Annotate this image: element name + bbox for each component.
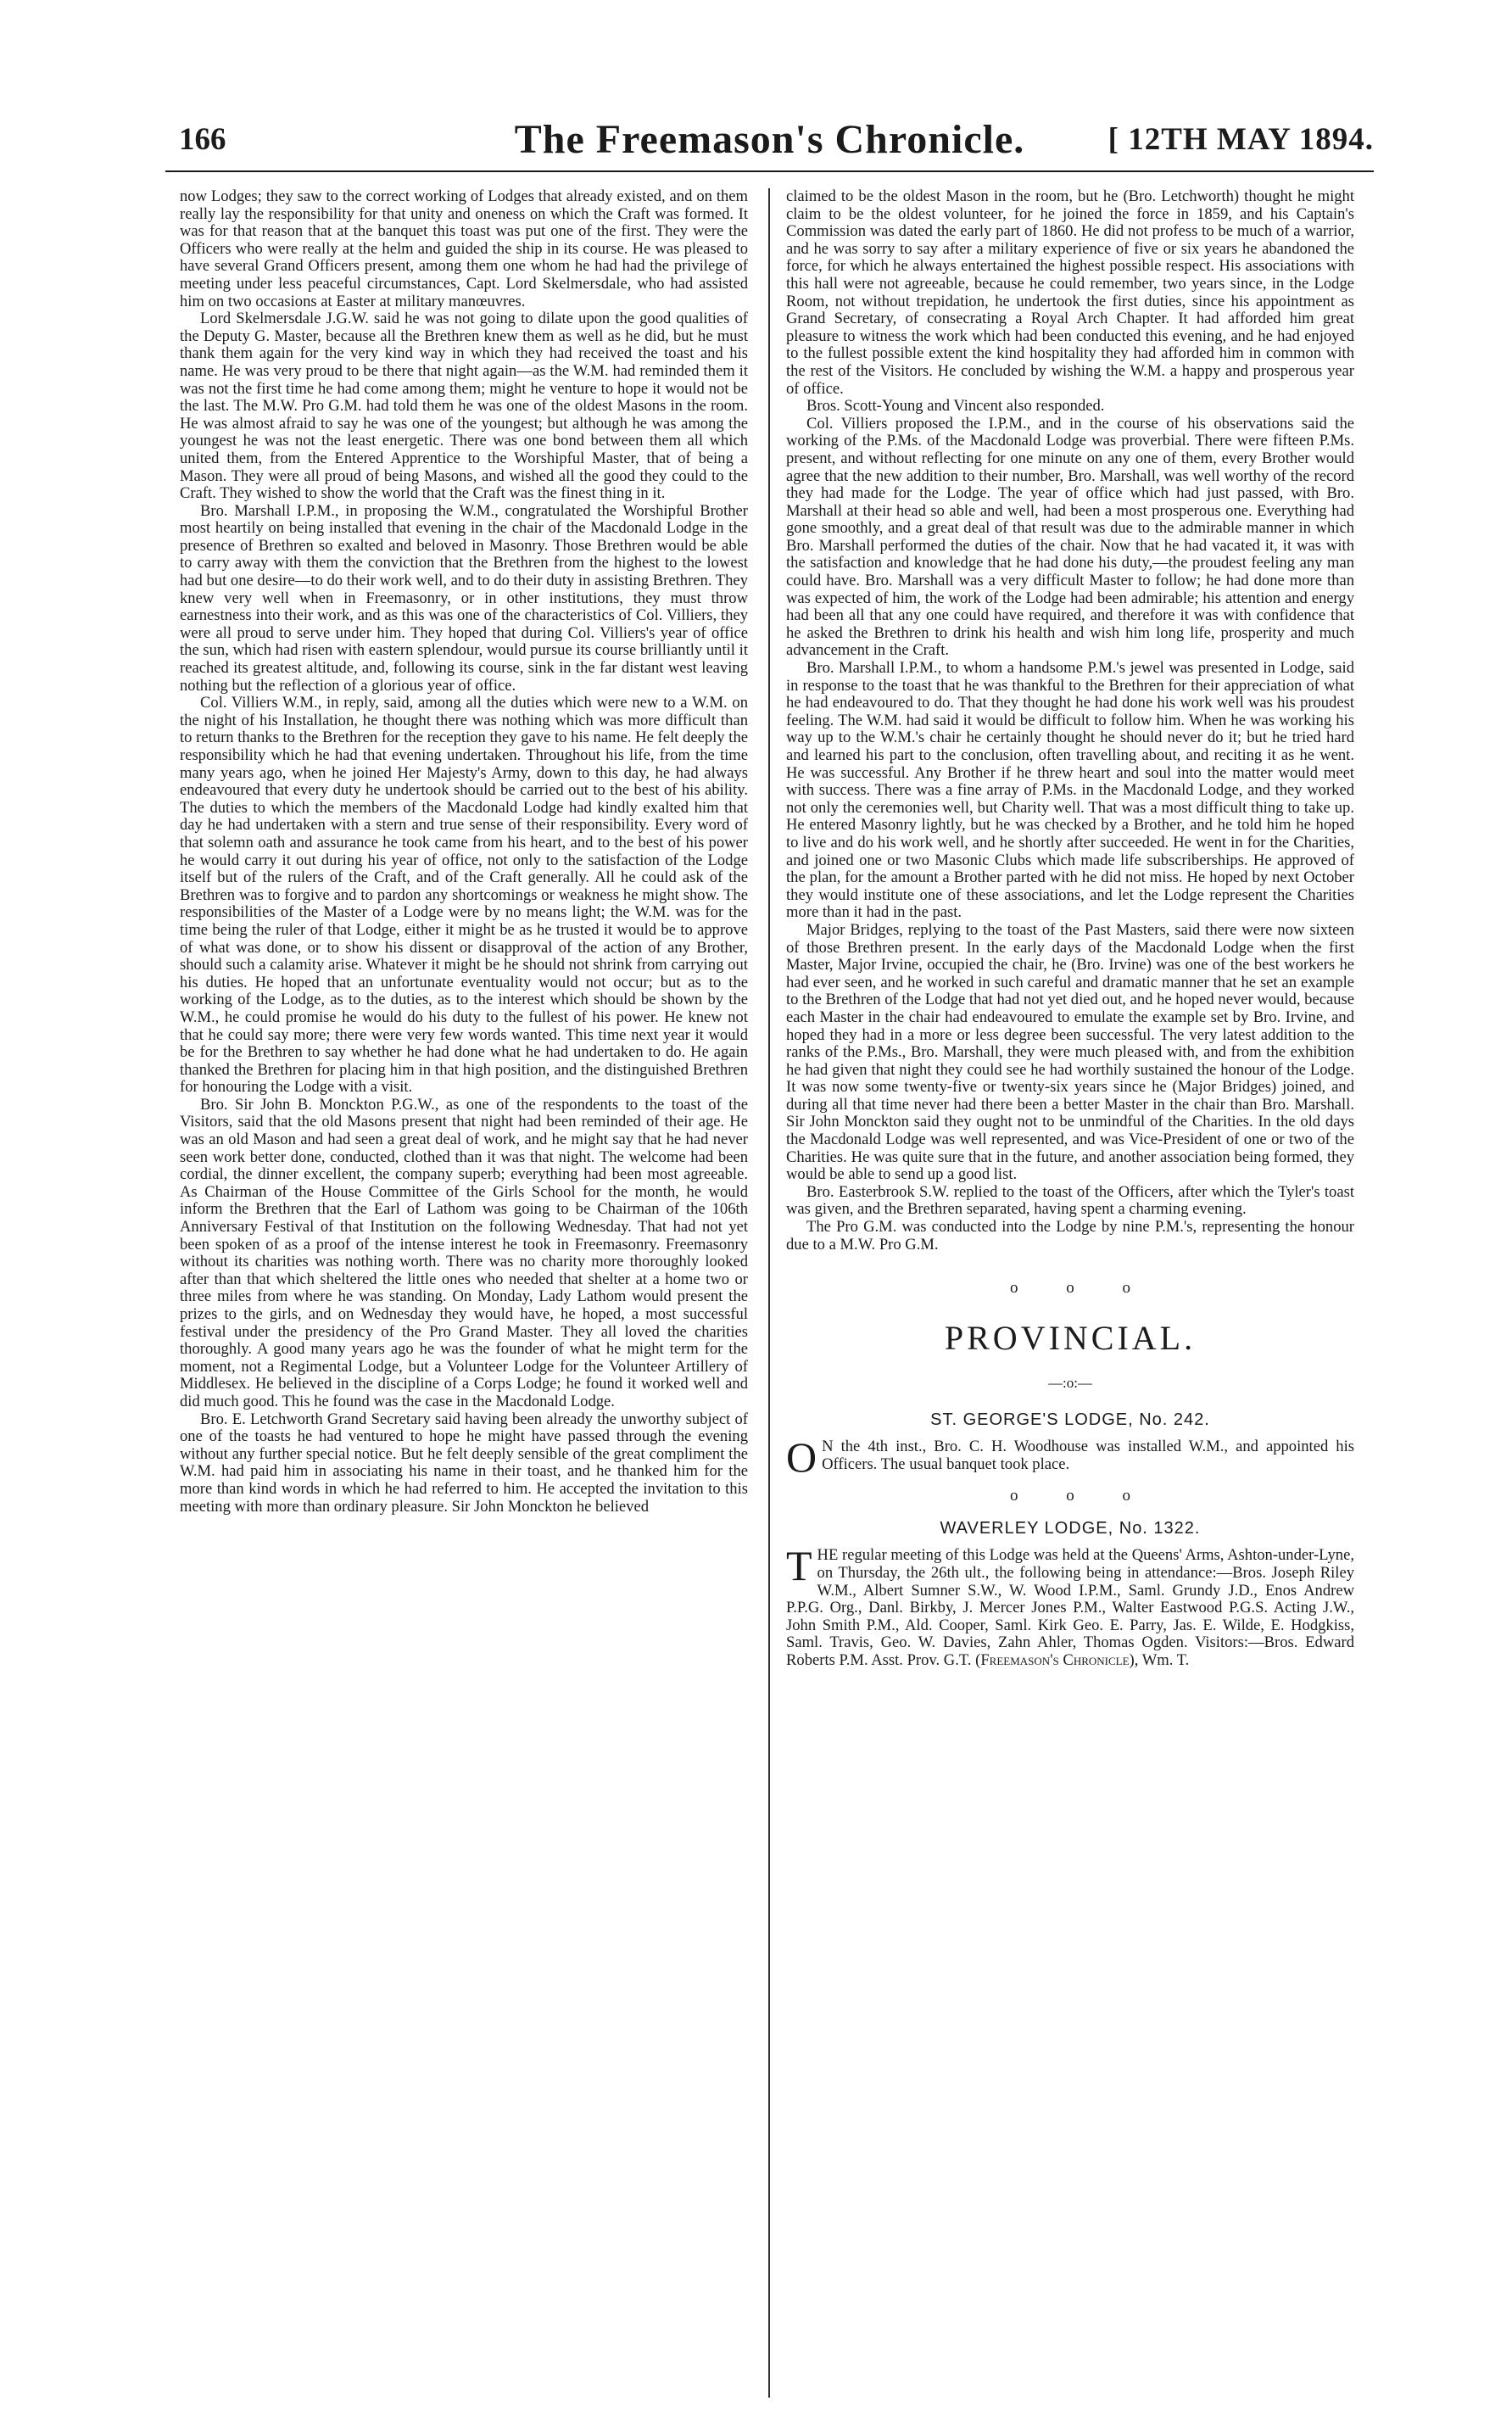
page-header bbox=[165, 117, 1374, 172]
article-paragraph: Bro. Easterbrook S.W. replied to the toast of the Officers, after which the Tyler's toast was given, and the Brethren separated, having spent a charming evening. bbox=[786, 1182, 1354, 1219]
article-paragraph: Bro. E. Letchworth Grand Secretary said having been already the unworthy subject of one of the toasts he had ventured to hope he might have passed through the evening without any further special notice. But he felt deeply sensible of the great compliment the W.M. had paid him in associating his name in their toast, and he thanked him for the more than kind words in which he had referred to him. He accepted the invitation to this meeting with more than ordinary pleasure. Sir John Monckton he believed bbox=[180, 1410, 748, 1516]
right-column bbox=[786, 188, 1354, 2398]
section-ornament: o o o bbox=[1010, 1279, 1152, 1298]
lodge-report bbox=[786, 1542, 1354, 1669]
article-paragraph: Bros. Scott-Young and Vincent also responded. bbox=[806, 397, 1105, 416]
article-paragraph: Bro. Marshall I.P.M., in proposing the W.M., congratulated the Worshipful Brother most heartily on being installed that evening in the chair of the Macdonald Lodge in the presence of Brethren so exalted and beloved in Masonry. Those Brethren would be able to carry away with them the conviction that the Brethren from the highest to the lowest had but one desire—to do their work well, and to do their duty in assisting Brethren. They knew very well when in Freemasonry, or in other institutions, they must throw earnestness into their work, and as this was one of the characteristics of Col. Villiers, they were all proud to serve under him. They hoped that during Col. Villiers's year of office the sun, which had risen with eastern splendour, would pursue its course brilliantly until it reached its greatest altitude, and, following its course, sink in the far distant west leaving nothing but the reflection of a glorious year of office. bbox=[180, 501, 748, 695]
column-divider bbox=[768, 188, 770, 2398]
article-paragraph: Col. Villiers proposed the I.P.M., and in the course of his observations said the working of the P.Ms. of the Macdonald Lodge was proverbial. There were fifteen P.Ms. present, and without reflecting for one minute on any one of them, every Brother would agree that the new addition to their number, Bro. Marshall, was well worthy of the record they had made for the Lodge. The year of office which had just passed, with Bro. Marshall at their head so able and well, had been a most prosperous one. Everything had gone smoothly, and a great deal of that result was due to the admirable manner in which Bro. Marshall performed the duties of the chair. Now that he had vacated it, it was with the satisfaction and knowledge that he had done his duty,—the proudest feeling any man could have. Bro. Marshall was a very difficult Master to follow; he had done more than was expected of him, the work of the Lodge had been admirable; his attention and energy had been all that any one could have required, and therefore it was with confidence that he asked the Brethren to drink his health and wish him long life, prosperity and much advancement in the Craft. bbox=[786, 414, 1354, 660]
section-subrule: —:o:— bbox=[1048, 1375, 1092, 1392]
lodge-report bbox=[786, 1433, 1354, 1482]
lodge-heading: ST. GEORGE'S LODGE, No. 242. bbox=[930, 1410, 1210, 1430]
section-ornament: o o o bbox=[1010, 1487, 1152, 1505]
issue-date: [ 12TH MAY 1894. bbox=[1107, 122, 1374, 157]
lodge-report-text: ), Wm. T. bbox=[1129, 1650, 1190, 1669]
left-column bbox=[180, 188, 748, 2398]
drop-cap: O bbox=[786, 1433, 817, 1482]
article-paragraph: Col. Villiers W.M., in reply, said, among all the duties which were new to a W.M. on the night of his Installation, he thought there was nothing which was more difficult than to return thanks to the Brethren for the reception they gave to his name. He felt deeply the responsibility which he had that evening undertaken. Throughout his life, from the time many years ago, when he joined Her Majesty's Army, down to this day, he had always endeavoured that every duty he undertook should be carried out to the best of his ability. The duties to which the members of the Macdonald Lodge had kindly exalted him that day he had undertaken with a stern and true sense of their responsibility. Every word of that solemn oath and assurance he took came from his heart, and to the best of his power he would carry it out during his year of office, not only to the satisfaction of the Lodge itself but of the rulers of the Craft, and of the Craft generally. All he could ask of the Brethren was to forgive and to pardon any shortcomings or weakness he might show. The responsibilities of the Master of a Lodge were by no means light; the W.M. was for the time being the ruler of that Lodge, either it might be as he trusted it would be to approve of what was done, or to show his dissent or disapproval of the action of any Brother, should such a calamity arise. Whatever it might be he should not shrink from carrying out his duties. He hoped that an unfortunate eventuality would not occur; but as to the working of the Lodge, as to the duties, as to the interest which should be shown by the W.M., he could promise he would do his duty to the fullest of his power. He knew not that he could say more; there were very few words wanted. This time next year it would be for the Brethren to say whether he had done what he had undertaken to do. He again thanked the Brethren for placing him in that high position, and the distinguished Brethren for honouring the Lodge with a visit. bbox=[180, 694, 748, 1097]
section-title: PROVINCIAL. bbox=[944, 1319, 1197, 1358]
article-paragraph: Major Bridges, replying to the toast of the Past Masters, said there were now sixteen of those Brethren present. In the early days of the Macdonald Lodge when the first Master, Major Irvine, occupied the chair, he (Bro. Irvine) was one of the best workers he had ever seen, and he worked in such careful and dramatic manner that he set an example to the Brethren of the Lodge that had not yet died out, and he hoped never would, because each Master in the chair had endeavoured to emulate the example set by Bro. Irvine, and hoped they had in a more or less degree been successful. The very latest addition to the ranks of the P.Ms., Bro. Marshall, they were much pleased with, and from the exhibition he had given that night they could see he had worthily sustained the honour of the Lodge. It was now some twenty-five or twenty-six years since he (Major Bridges) joined, and during all that time never had there been a better Master in the chair than Bro. Marshall. Sir John Monckton said they ought not to be unmindful of the Charities. In the old days the Macdonald Lodge was well represented, and was Vice-President of one or two of the Charities. He was quite sure that in the future, and another association being formed, they would be able to send up a good list. bbox=[786, 920, 1354, 1184]
article-paragraph: The Pro G.M. was conducted into the Lodge by nine P.M.'s, representing the honour due to a M.W. Pro G.M. bbox=[786, 1218, 1354, 1254]
article-paragraph: claimed to be the oldest Mason in the room, but he (Bro. Letchworth) thought he might claim to be the oldest volunteer, for he joined the force in 1859, and his Captain's Commission was dated the early part of 1860. He did not profess to be much of a warrior, and he was sorry to say after a military experience of five or six years he abandoned the force, for which he always entertained the highest possible respect. His associations with this hall were not agreeable, because he could remember, two years since, in the Lodge Room, not without trepidation, he undertook the first duties, since his appointment as Grand Secretary, of consecrating a Royal Arch Chapter. It had afforded him great pleasure to witness the work which had been conducted this evening, and he had enjoyed to the fullest possible extent the kind hospitality they had afforded him in common with the rest of the Visitors. He concluded by wishing the W.M. a happy and prosperous year of office. bbox=[786, 187, 1354, 398]
article-paragraph: now Lodges; they saw to the correct working of Lodges that already existed, and on them really lay the responsibility for that unity and oneness on which the Craft was formed. It was for that reason that at the banquet this toast was put one of the first. They were the Officers who were really at the helm and guided the ship in its course. He was pleased to have several Grand Officers present, among them one whom he had had the privilege of meeting under less peaceful circumstances, Capt. Lord Skelmersdale, who had assisted him on two occasions at Easter at military manœuvres. bbox=[180, 187, 748, 310]
lodge-report-text: N the 4th inst., Bro. C. H. Woodhouse was installed W.M., and appointed his Officers. The usual banquet took place. bbox=[822, 1438, 1354, 1473]
page-number: 166 bbox=[179, 122, 226, 157]
article-paragraph: Bro. Marshall I.P.M., to whom a handsome P.M.'s jewel was presented in Lodge, said in response to the toast that he was thankful to the Brethren for their appreciation of what he had endeavoured to do. That they thought he had done his work well was his proudest feeling. The W.M. had said it would be difficult to follow him. When he was working his way up to the W.M.'s chair he certainly thought he should never do it; but he tried hard and learned his part to the conclusion, often travelling about, and reciting it as he went. He was successful. Any Brother if he threw heart and soul into the matter would meet with success. There was a fine array of P.Ms. in the Macdonald Lodge, and they worked not only the ceremonies well, but Charity well. That was a most difficult thing to take up. He entered Masonry lightly, but he was checked by a Brother, and he told him he hoped to live and do his work well, and he shortly after succeeded. He went in for the Charities, and joined one or two Masonic Clubs which made life subscriberships. He approved of the plan, for the amount a Brother parted with he did not miss. He hoped by next October they would institute one of these associations, and let the Lodge represent the Charities more than it had in the past. bbox=[786, 659, 1354, 922]
lodge-heading: WAVERLEY LODGE, No. 1322. bbox=[940, 1519, 1201, 1538]
article-paragraph: Lord Skelmersdale J.G.W. said he was not going to dilate upon the good qualities of the Deputy G. Master, because all the Brethren knew them as well as he did, but he must thank them again for the very kind way in which they had received the toast and his name. He was very proud to be there that night again—as the W.M. had reminded them it was not the first time he had come among them; might he venture to hope it would not be the last. The M.W. Pro G.M. had told them he was one of the oldest Masons in the room. He was almost afraid to say he was one of the youngest; but although he was among the youngest he was not the least energetic. There was one bond between them all which united them, from the Entered Apprentice to the Worshipful Master, that of being a Mason. They were all proud of being Masons, and wished all the good they could to the Craft. They wished to show the world that the Craft was the finest thing in it. bbox=[180, 310, 748, 503]
publication-name: Freemason's Chronicle bbox=[980, 1650, 1130, 1669]
drop-cap: T bbox=[786, 1542, 812, 1590]
lodge-report-text: HE regular meeting of this Lodge was held at the Queens' Arms, Ashton-under-Lyne, on Thursday, the 26th ult., the following being in attendance:—Bros. Joseph Riley W.M., Albert Sumner S.W., W. Wood I.P.M., Saml. Grundy J.D., Enos Andrew P.P.G. Org., Danl. Birkby, J. Mercer Jones P.M., Walter Eastwood P.G.S. Acting J.W., John Smith P.M., Ald. Cooper, Saml. Kirk Geo. E. Parry, Jas. E. Wilde, E. Hodgkiss, Saml. Travis, Geo. W. Davies, Zahn Ahler, Thomas Ogden. Visitors:—Bros. Edward Roberts P.M. Asst. Prov. G.T. ( bbox=[786, 1546, 1354, 1669]
article-paragraph: Bro. Sir John B. Monckton P.G.W., as one of the respondents to the toast of the Visitors, said that the old Masons present that night had been reminded of their age. He was an old Mason and had seen a great deal of work, and he might say that he had never seen work better done, conducted, clothed than it was that night. The welcome had been cordial, the dinner excellent, the company superb; everything had been most agreeable. As Chairman of the House Committee of the Girls School for the month, he would inform the Brethren that the Earl of Lathom was going to be Chairman of the 106th Anniversary Festival of that Institution on the following Wednesday. That had not yet been spoken of as a proof of the intense interest he took in Freemasonry. Freemasonry without its charities was nothing worth. There was no charity more thoroughly looked after than that which sheltered the little ones who needed that shelter at a home two or three miles from where he was standing. On Monday, Lady Lathom would present the prizes to the girls, and on Wednesday they would have, he hoped, a most successful festival under the presidency of the Pro Grand Master. They all loved the charities thoroughly. A good many years ago he was the founder of what he might term for the moment, not a Regimental Lodge, but a Volunteer Lodge for the Volunteer Artillery of Middlesex. He believed in the discipline of a Corps Lodge; he found it worked well and did much good. This he found was the case in the Macdonald Lodge. bbox=[180, 1095, 748, 1410]
masthead-title: The Freemason's Chronicle. bbox=[514, 117, 1025, 162]
header-rule bbox=[165, 170, 1374, 172]
